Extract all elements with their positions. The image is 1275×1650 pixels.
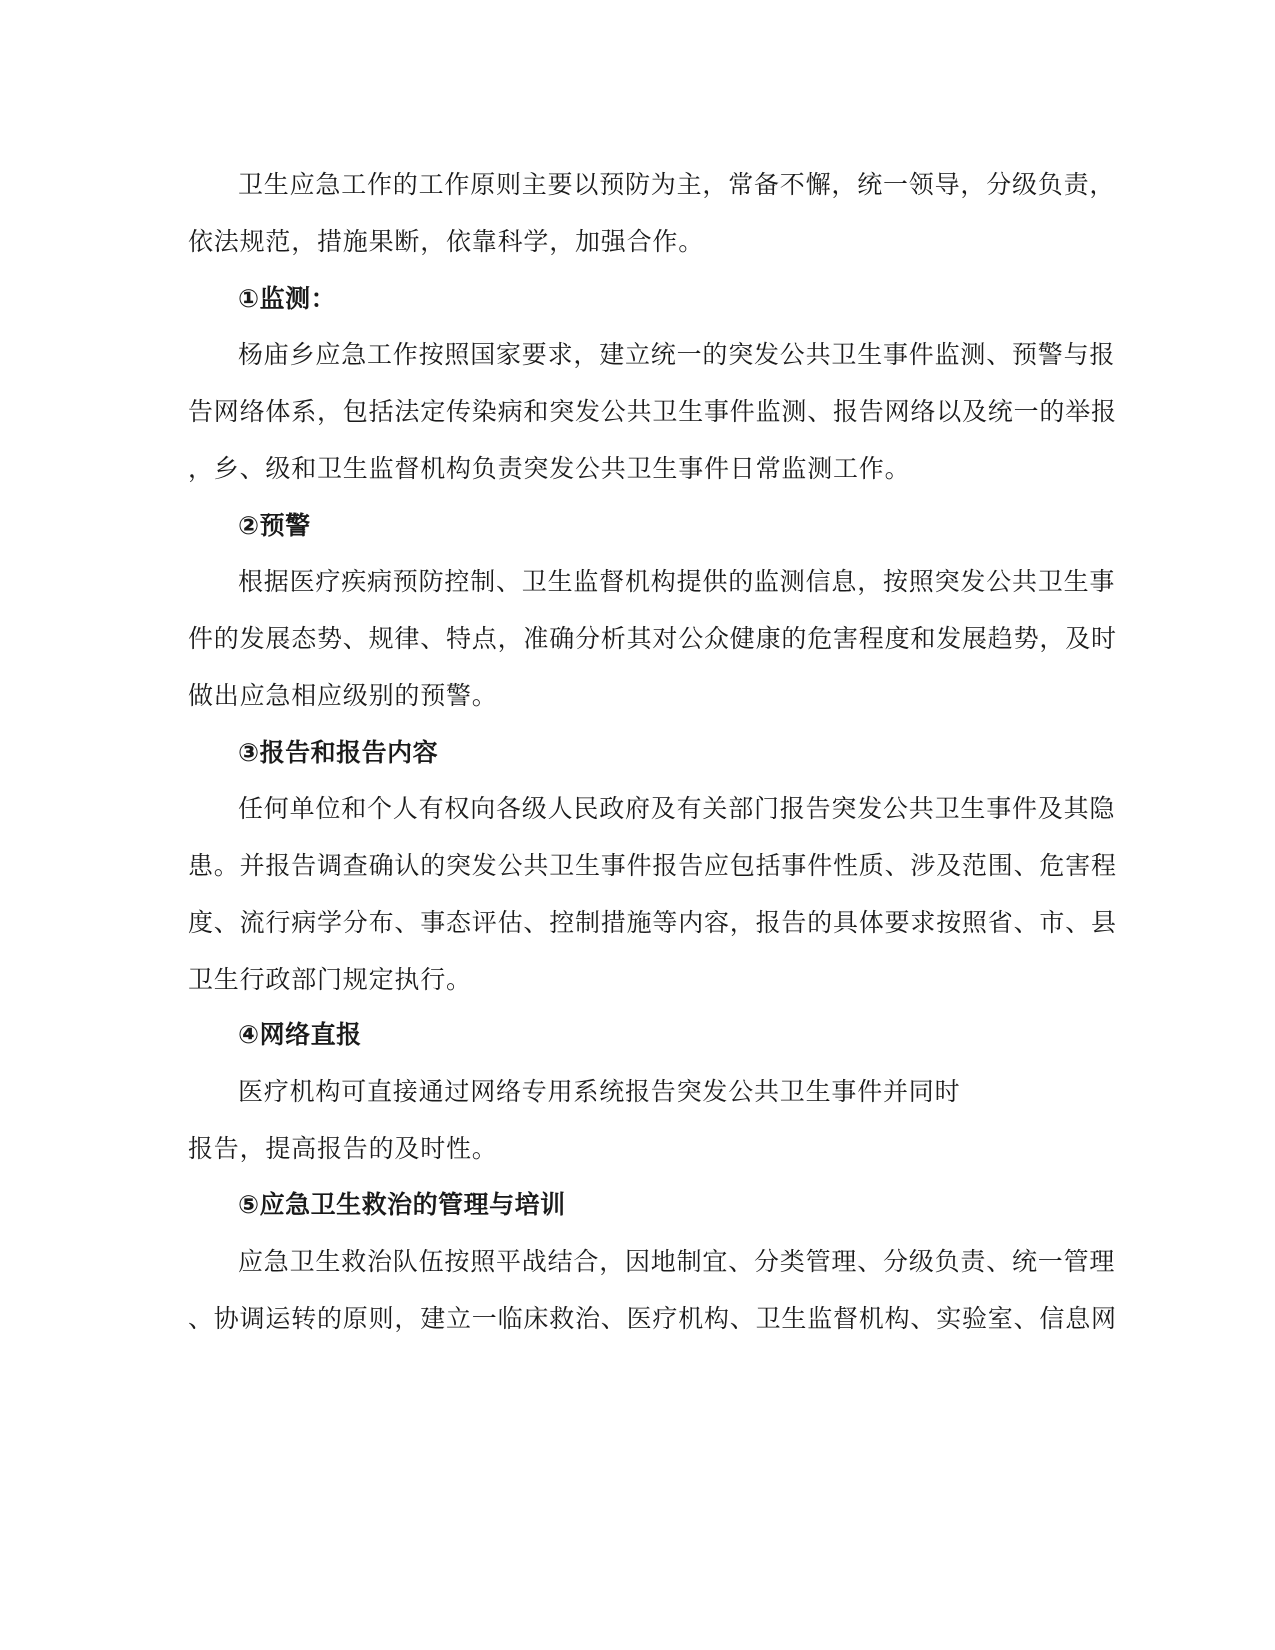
body-text-line: 做出应急相应级别的预警。 bbox=[188, 681, 498, 710]
section-heading-network-report: ④网络直报 bbox=[238, 1020, 362, 1049]
section-heading-reporting: ③报告和报告内容 bbox=[238, 738, 439, 767]
body-text-line: 根据医疗疾病预防控制、卫生监督机构提供的监测信息，按照突发公共卫生事 bbox=[238, 567, 1116, 596]
body-text-line: 杨庙乡应急工作按照国家要求，建立统一的突发公共卫生事件监测、预警与报 bbox=[238, 340, 1116, 369]
body-text-line: 告网络体系，包括法定传染病和突发公共卫生事件监测、报告网络以及统一的举报 bbox=[188, 397, 1117, 426]
body-text-line: 医疗机构可直接通过网络专用系统报告突发公共卫生事件并同时 bbox=[238, 1077, 961, 1106]
body-text-line: 任何单位和个人有权向各级人民政府及有关部门报告突发公共卫生事件及其隐 bbox=[238, 794, 1116, 823]
body-text-line: 报告，提高报告的及时性。 bbox=[188, 1134, 498, 1163]
body-text-line: 度、流行病学分布、事态评估、控制措施等内容，报告的具体要求按照省、市、县 bbox=[188, 908, 1117, 937]
body-text-line: 应急卫生救治队伍按照平战结合，因地制宜、分类管理、分级负责、统一管理 bbox=[238, 1247, 1116, 1276]
body-text-line: 依法规范，措施果断，依靠科学，加强合作。 bbox=[188, 227, 705, 256]
body-text-line: ，乡、级和卫生监督机构负责突发公共卫生事件日常监测工作。 bbox=[188, 454, 911, 483]
body-text-line: 患。并报告调查确认的突发公共卫生事件报告应包括事件性质、涉及范围、危害程 bbox=[188, 851, 1117, 880]
body-text-line: 、协调运转的原则，建立一临床救治、医疗机构、卫生监督机构、实验室、信息网 bbox=[188, 1304, 1117, 1333]
body-text-line: 卫生行政部门规定执行。 bbox=[188, 965, 472, 994]
section-heading-rescue-management: ⑤应急卫生救治的管理与培训 bbox=[238, 1190, 566, 1219]
body-text-line: 件的发展态势、规律、特点，准确分析其对公众健康的危害程度和发展趋势，及时 bbox=[188, 624, 1117, 653]
body-text-line: 卫生应急工作的工作原则主要以预防为主，常备不懈，统一领导，分级负责， bbox=[238, 170, 1116, 199]
section-heading-monitoring: ①监测： bbox=[238, 284, 337, 313]
section-heading-warning: ②预警 bbox=[238, 511, 311, 540]
